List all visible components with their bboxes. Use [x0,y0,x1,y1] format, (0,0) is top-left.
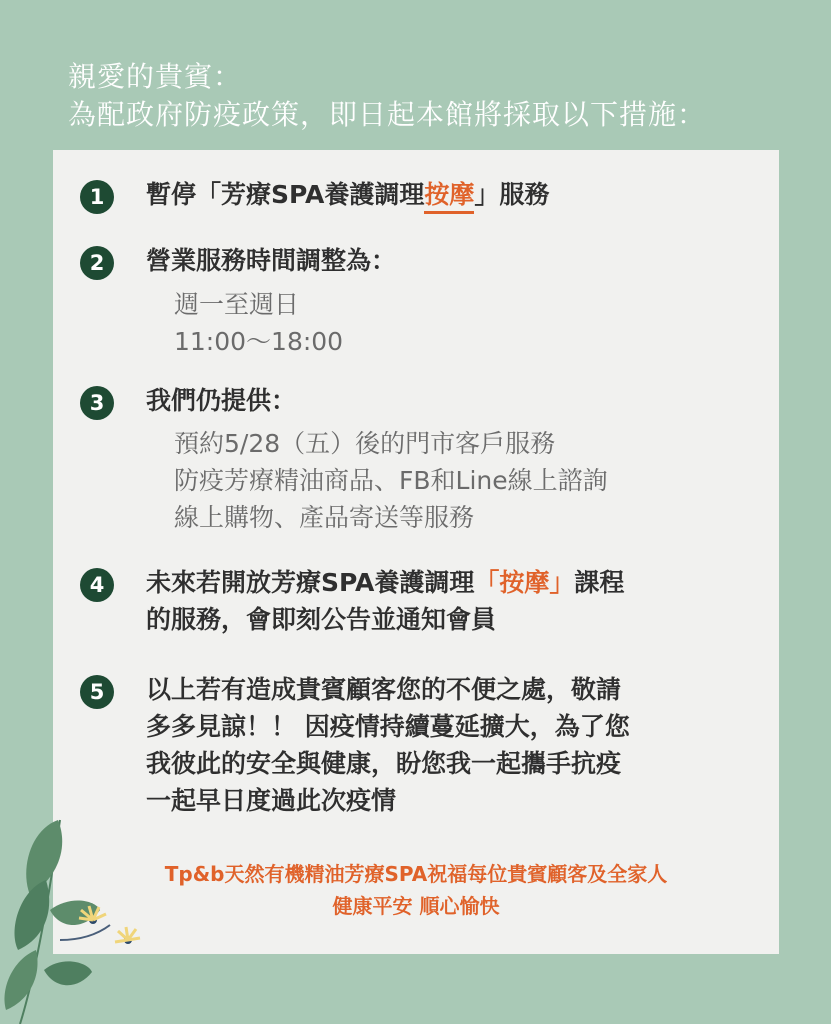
item-text-line: 以上若有造成貴賓顧客您的不便之處，敬請 [146,675,622,704]
footer-line: 健康平安 順心愉快 [332,894,500,918]
item-detail: 線上購物、產品寄送等服務 [174,503,475,532]
item-detail: 防疫芳療精油商品、FB和Line線上諮詢 [174,466,608,495]
announcement-intro: 為配政府防疫政策，即日起本館將採取以下措施： [68,98,707,131]
number-badge: 5 [80,675,114,709]
leaf-decoration-icon [0,800,160,1024]
item-text-part: 」服務 [474,180,550,209]
highlight-text: 「按摩」 [474,568,575,597]
blessing-footer [53,858,779,922]
item-text-line: 多多見諒！！ 因疫情持續蔓延擴大，為了您 [146,712,630,741]
item-text [146,177,549,213]
number-badge: 3 [80,386,114,420]
footer-line: Tp&b天然有機精油芳療SPA祝福每位貴賓顧客及全家人 [164,862,668,886]
item-text [146,565,624,601]
item-text-line: 一起早日度過此次疫情 [146,786,397,815]
number-badge: 4 [80,568,114,602]
number-badge: 1 [80,180,114,214]
item-text-part: 暫停「芳療SPA養護調理 [146,180,425,209]
greeting-line: 親愛的貴賓： [68,60,243,93]
highlight-text: 按摩 [424,180,474,214]
item-text-part: 未來若開放芳療SPA養護調理 [146,568,475,597]
number-badge: 2 [80,246,114,280]
notice-card [53,150,779,954]
item-text-line: 的服務，會即刻公告並通知會員 [146,605,497,634]
item-text-line: 我彼此的安全與健康，盼您我一起攜手抗疫 [146,749,622,778]
item-text: 我們仍提供： [146,386,297,415]
item-text: 營業服務時間調整為： [146,246,397,275]
item-text-part: 課程 [574,568,625,597]
item-detail: 11:00～18:00 [174,327,344,356]
greeting-header [68,58,706,134]
item-detail: 預約5/28（五）後的門市客戶服務 [174,429,556,458]
item-detail: 週一至週日 [174,290,300,319]
